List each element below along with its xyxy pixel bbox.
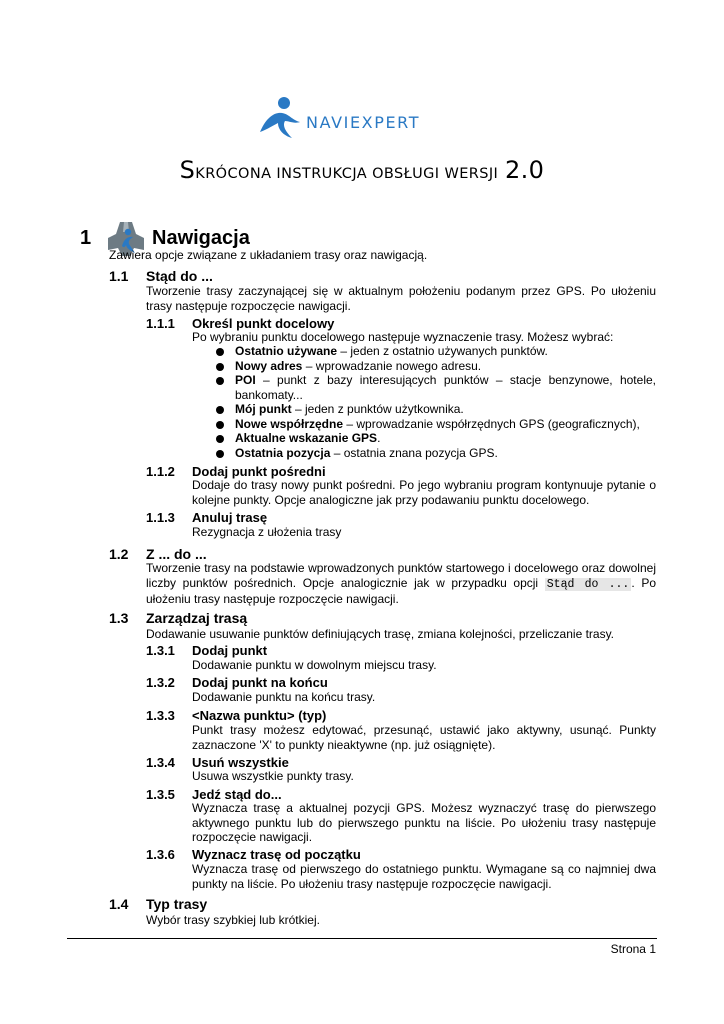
document-title: SKRÓCONA INSTRUKCJA OBSŁUGI WERSJI 2.0 bbox=[179, 156, 545, 184]
section-1-3-5-text: Wyznacza trasę a aktualnej pozycji GPS. Możesz wyznaczyć trasę do pierwszego aktywnego punktu lub do pierwszego punktu na liście. Po ułożeniu trasy następuje rozpoczęcie nawigacji. bbox=[192, 801, 656, 844]
list-item: Nowy adres – wprowadzanie nowego adresu. bbox=[216, 359, 656, 374]
section-1-4-text: Wybór trasy szybkiej lub krótkiej. bbox=[146, 913, 320, 927]
inline-code: Stąd do ... bbox=[546, 577, 630, 591]
section-1-3-1-text: Dodawanie punktu w dowolnym miejscu trasy. bbox=[192, 658, 437, 672]
section-1-1-text: Tworzenie trasy zaczynającej się w aktualnym położeniu podanym przez GPS. Po ułożeniu trasy następuje rozpoczęcie nawigacji. bbox=[146, 284, 656, 313]
section-title: Nawigacja bbox=[152, 226, 250, 249]
section-number: 1 bbox=[80, 226, 92, 249]
section-1-intro: Zawiera opcje związane z układaniem trasy oraz nawigacją. bbox=[109, 248, 428, 262]
logo-figure-icon bbox=[256, 96, 306, 142]
footer-divider bbox=[67, 938, 657, 939]
section-1-3-text: Dodawanie usuwanie punktów definiujących trasę, zmiana kolejności, przeliczanie trasy. bbox=[146, 627, 615, 641]
page-number: Strona 1 bbox=[610, 942, 656, 956]
list-item: Aktualne wskazanie GPS. bbox=[216, 431, 656, 446]
section-1-3-4-text: Usuwa wszystkie punkty trasy. bbox=[192, 769, 354, 783]
section-1-1-1-text: Po wybraniu punktu docelowego następuje wyznaczenie trasy. Możesz wybrać: bbox=[192, 330, 614, 344]
section-1-3-3-text: Punkt trasy możesz edytować, przesunąć, ustawić jako aktywny, usunąć. Punkty zaznaczone 'X' to punkty nieaktywne (np. już osiągnięte). bbox=[192, 723, 656, 752]
section-1-1-2-text: Dodaje do trasy nowy punkt pośredni. Po jego wybraniu program kontynuuje pytanie o kolejne punkty. Opcje analogiczne jak przy podawaniu punktu docelowego. bbox=[192, 478, 656, 507]
section-1-3-6-text: Wyznacza trasę od pierwszego do ostatniego punktu. Wymagane są co najmniej dwa punkty na liście. Po ułożeniu trasy następuje rozpoczęcie nawigacji. bbox=[192, 862, 656, 891]
list-item: Ostatnia pozycja – ostatnia znana pozycja GPS. bbox=[216, 446, 656, 461]
list-item: POI – punkt z bazy interesujących punktów – stacje benzynowe, hotele, bankomaty... bbox=[216, 373, 656, 402]
destination-options-list bbox=[216, 344, 656, 460]
section-1-2-text: Tworzenie trasy na podstawie wprowadzonych punktów startowego i docelowego oraz dowolnej liczby punktów pośrednich. Opcje analogicznie jak w przypadku opcji Stąd do ... . Po ułożeniu trasy następuje rozpoczęcie nawigacji. bbox=[146, 561, 656, 606]
section-1-3-2-text: Dodawanie punktu na końcu trasy. bbox=[192, 690, 376, 704]
naviexpert-logo bbox=[256, 96, 466, 142]
logo-brand-text: NAVIEXPERT bbox=[306, 113, 421, 132]
list-item: Ostatnio używane – jeden z ostatnio używanych punktów. bbox=[216, 344, 656, 359]
list-item: Nowe współrzędne – wprowadzanie współrzędnych GPS (geograficznych), bbox=[216, 417, 656, 432]
list-item: Mój punkt – jeden z punktów użytkownika. bbox=[216, 402, 656, 417]
section-1-1-3-text: Rezygnacja z ułożenia trasy bbox=[192, 525, 342, 539]
